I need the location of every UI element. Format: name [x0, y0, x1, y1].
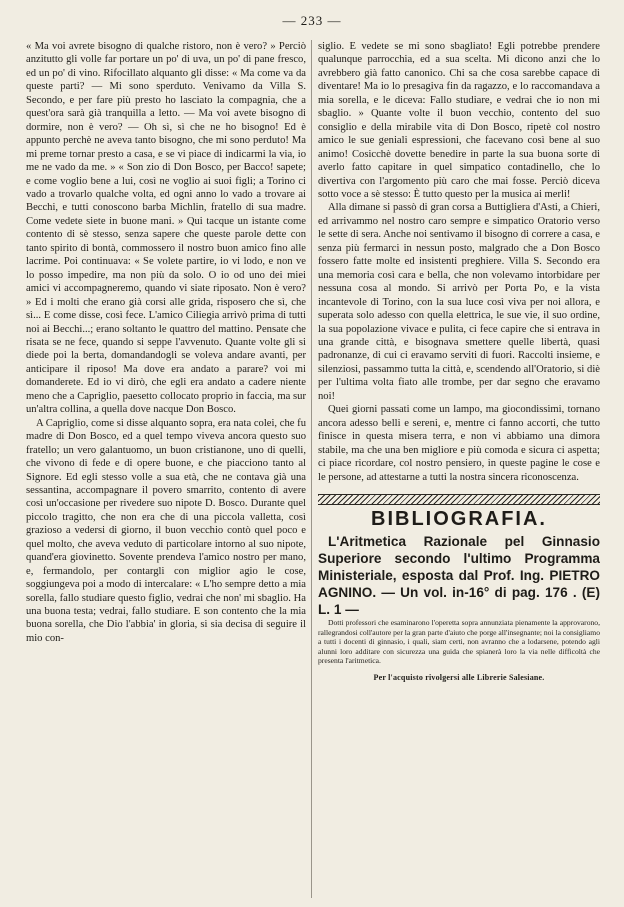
paragraph: « Ma voi avrete bisogno di qualche ristoro, non è vero? » Perciò anzitutto gli volle far portare un po' di uva, un po' di pane fresco, ed un po' di vino. Rifocillato alquanto gli disse: « Ma come va da queste parti? — Mi sono sperduto. Venivamo da Villa S. Secondo, e per fare più presto ho lasciato la compagnia, che a quest'ora sarà già tranquilla a letto. — Ma voi avete bisogno di dormire, non è vero? — Oh sì, sì che ne ho bisogno! Ed è appunto perchè ne aveva tanto bisogno, che mi sono perduto! Ma mi preme tornar presto a casa, e se vi piace di indicarmi la via, io me ne vado da me. » « Son zio di Don Bosco, per Bacco! sapete; e come voglio bene a lui, così ne voglio ai suoi figli; a Torino ci vado a trovarlo qualche volta, ed ogni anno lo vado a trovare ai Becchi, e tutti conoscono barba Michlin, fratello di sua madre. Come vedete siete in buone mani. » Qui tacque un istante come contento di sè stesso, senza sapere che queste parole dette con tanto spirito di bontà, commossero il nostro buon amico fino alle lacrime. Poi continuava: « Se volete partire, io vi lodo, e non ve lo posso impedire, ma non più da solo. O io od uno dei miei amici vi accompagneremo, quando vi siate riposato. Non è vero? » Ed i molti che erano già corsi alle grida, risposero che sì, che sì... E come disse, così fece. L'amico Ciliegia arrivò prima di tutti noi ai Becchi...; erano soltanto le quattro del mattino. Pensate che risata se ne fece, quando si seppe l'avvenuto. Quante volte gli si diede poi la berta, domandandogli se voleva andare avanti, per anticipare il riposo! Ma dove era andato a parare? voi mi domanderete. Ed io vi dirò, che egli era andato a cadere niente meno che a Capriglio, paesetto collocato proprio in faccia, ma sur un'altra collina, a quella dove nacque Don Bosco.	[26, 41, 306, 416]
page-number: — 233 —	[282, 13, 342, 28]
bibliography-heading: BIBLIOGRAFIA.	[371, 507, 547, 530]
bibliography-note: Dotti professori che esaminarono l'operetta sopra annunziata pienamente la approvarono, rallegrandosi coll'autore per la gran parte d'aiuto che porge all'insegnante; noi la consigliamo a tutti i docenti di ginnasio, i quali, siam certi, non avranno che a lodarsene, potendo agli alunni loro additare con sicurezza una guida che spianerà loro la via nelle difficoltà che presenta l'aritmetica.	[318, 618, 600, 666]
column-divider	[311, 40, 312, 898]
paragraph: Alla dimane si passò di gran corsa a Buttigliera d'Asti, a Chieri, ed arrivammo nel nostro caro sempre e simpatico Oratorio verso le sette di sera. Anche noi sentivamo il bisogno di correre a casa, e senza più fermarci in nessun posto, malgrado che a Don Bosco fossero fatte molte ed insistenti preghiere. Villa S. Secondo era una memoria così cara e bella, che non volevamo intorbidare per nessuna cosa al mondo. Si arrivò per Porta Po, e la vista incantevole di Torino, con la sua luce così viva per noi allora, e superata solo adesso con quella elettrica, le sue vie, il suo ordine, la sua popolazione vivace e pulita, ci fece capire che si entrava in una grande città, e bisognava smettere quelle libertà, quasi padronanze, di cui ci eravamo serviti di fuori. Raccolti insieme, e silenziosi, passammo tutta la città, e, scendendo all'Oratorio, si diè per l'ultima volta fiato alle trombe, per dar segno che eravamo noi!	[318, 202, 600, 402]
bibliography-footer: Per l'acquisto rivolgersi alle Librerie Salesiane.	[373, 673, 545, 683]
ornamental-rule	[318, 494, 600, 505]
paragraph: A Capriglio, come si disse alquanto sopra, era nata colei, che fu madre di Don Bosco, ed a quel tempo viveva ancora questo suo fratello; un vero galantuomo, un buon cristianone, uno di quelli, che vivono di fede e di opere buone, e che piacciono tanto al Signore. Ed egli stesso volle a sua età, che ne contava già una sessantina, accompagnare il povero smarrito, contento di avere così un'occasione per rivedere suo nipote D. Bosco. Durante quel piccolo tragitto, che non era che di una piccola valletta, così grazioso a vedersi di giorno, il buon vecchio contò quel poco e quel molto, che aveva veduto di particolare intorno al suo nipote, quand'era giovinetto. Sovente prendeva l'amico nostro per mano, e, fermandolo, per contargli con miglior agio le cose, soggiungeva poi a modo di intercalare: « L'ho sempre detto a mia sorella, fallo studiare questo figlio, vedrai che non' mi sbaglio. Ha una buona testa; vedrai, fallo studiare. E son contento che la mia buona sorella, che Dio l'abbia' in gloria, si sia decisa di seguire il mio con-	[26, 417, 306, 644]
paragraph: siglio. E vedete se mi sono sbagliato! Egli potrebbe prendere qualunque parrocchia, ed a sua scelta. Mi dicono anzi che lo avrebbero già fatto canonico. Chi sa che cosa sarebbe capace di diventare! Ma io lo presagiva fin da ragazzo, e lo raccomandava a mia sorella, e le diceva: Fallo studiare, e vedrai che io non mi sbaglio. » Quante volte il buon vecchio, contento del suo consiglio e della mirabile vita di Don Bosco, ripetè col nostro amico le sue geniali espressioni, che facevano così bene al suo animo! Cosicchè dovette benedire in parte la sua buona sorte di averlo fatto capitare in quel simpatico contadinello, che lo divertiva con l'argomento più caro che mai fosse. Perciò diceva sotto voce a sè stesso: È tutto questo per la musica ai merli!	[318, 41, 600, 200]
right-column	[318, 40, 600, 898]
left-column	[26, 40, 306, 898]
paragraph: Quei giorni passati come un lampo, ma giocondissimi, tornano ancora adesso belli e sereni, e, mentre ci fanno accorti, che tutto finisce in questa misera terra, e non vi abbiamo una dimora stabile, ma che una ben migliore e più comoda e sicura ci aspetta; ci piace ricordare, col nostro pensiero, in queste pagine le cose e le persone, ad attestarne a tutti la nostra sincera riconoscenza.	[318, 404, 600, 483]
bibliography-book-title: L'Aritmetica Razionale pel Ginnasio Superiore secondo l'ultimo Programma Ministeriale, esposta dal Prof. Ing. PIETRO AGNINO. — Un vol. in-16° di pag. 176 . (E) L. 1 —	[318, 534, 600, 617]
